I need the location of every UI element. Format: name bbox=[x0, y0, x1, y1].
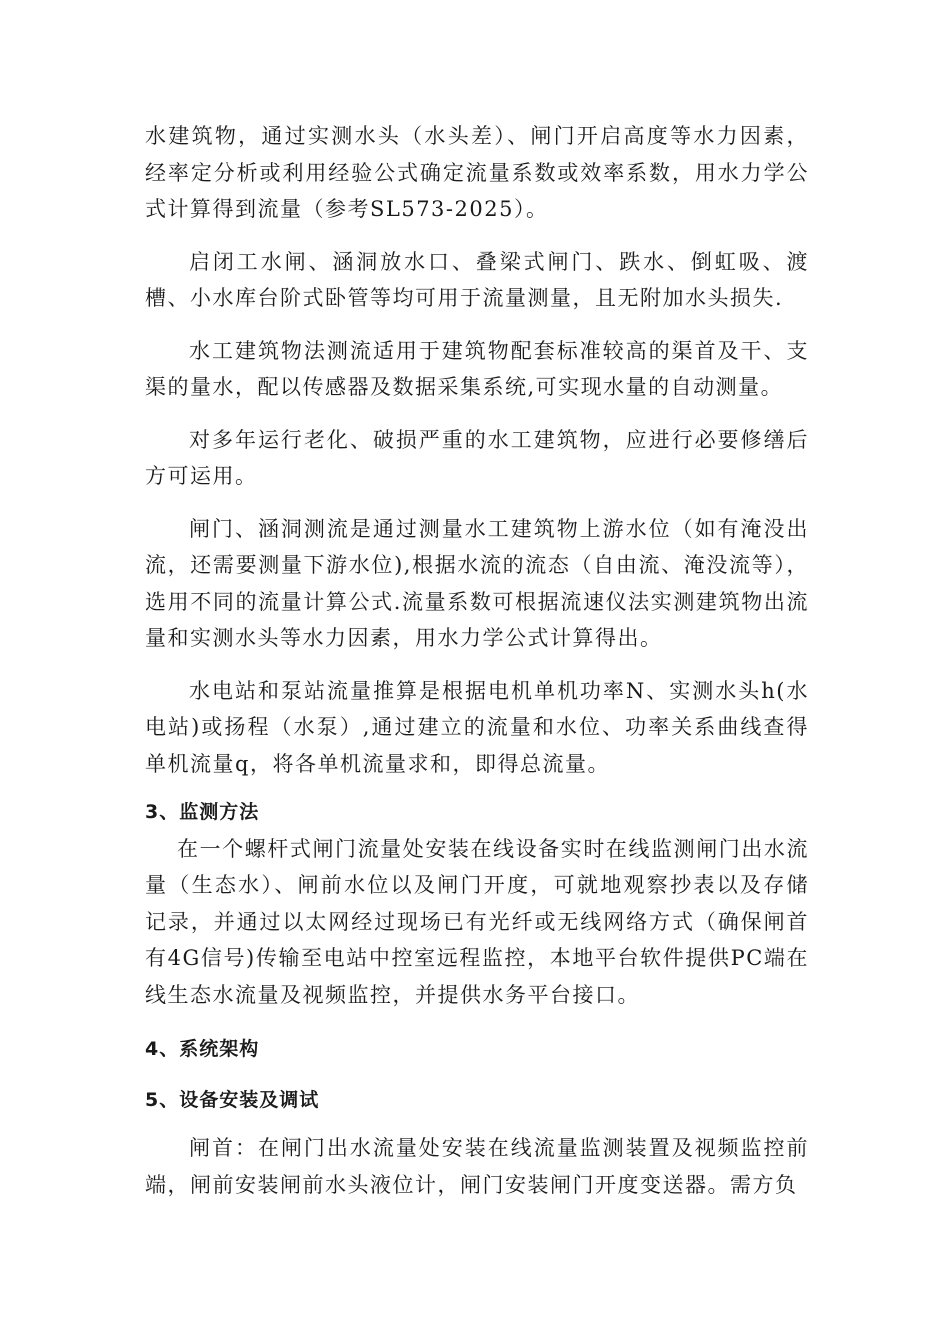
paragraph-installation: 闸首：在闸门出水流量处安装在线流量监测装置及视频监控前端，闸前安装闸前水头液位计，闸门安装闸门开度变送器。需方负 bbox=[145, 1136, 809, 1197]
section-heading-system-architecture: 4、系统架构 bbox=[145, 1038, 260, 1060]
document-page bbox=[145, 118, 809, 1203]
paragraph-gate-types: 启闭工水闸、涵洞放水口、叠梁式闸门、跌水、倒虹吸、渡槽、小水库台阶式卧管等均可用于流量测量，且无附加水头损失. bbox=[145, 249, 809, 310]
paragraph-repair-note: 对多年运行老化、破损严重的水工建筑物，应进行必要修缮后方可运用。 bbox=[145, 427, 809, 488]
paragraph-water-structure-intro: 水建筑物，通过实测水头（水头差）、闸门开启高度等水力因素，经率定分析或利用经验公式确定流量系数或效率系数，用水力学公式计算得到流量（参考SL573-2025）。 bbox=[145, 124, 809, 221]
section-heading-monitoring-method: 3、监测方法 bbox=[145, 801, 260, 823]
section-heading-installation: 5、设备安装及调试 bbox=[145, 1088, 320, 1111]
paragraph-structure-method-scope: 水工建筑物法测流适用于建筑物配套标准较高的渠首及干、支渠的量水，配以传感器及数据采集系统,可实现水量的自动测量。 bbox=[145, 338, 809, 399]
paragraph-monitoring-method: 在一个螺杆式闸门流量处安装在线设备实时在线监测闸门出水流量（生态水）、闸前水位以及闸门开度，可就地观察抄表以及存储记录，并通过以太网经过现场已有光纤或无线网络方式（确保闸首有4G信号)传输至电站中控室远程监控，本地平台软件提供PC端在线生态水流量及视频监控，并提供水务平台接口。 bbox=[145, 836, 809, 1007]
paragraph-gate-culvert-flow: 闸门、涵洞测流是通过测量水工建筑物上游水位（如有淹没出流，还需要测量下游水位),根据水流的流态（自由流、淹没流等），选用不同的流量计算公式.流量系数可根据流速仪法实测建筑物出流量和实测水头等水力因素，用水力学公式计算得出。 bbox=[145, 516, 809, 650]
paragraph-hydropower-pump: 水电站和泵站流量推算是根据电机单机功率N、实测水头h(水电站)或扬程（水泵）,通过建立的流量和水位、功率关系曲线查得单机流量q，将各单机流量求和，即得总流量。 bbox=[145, 678, 809, 776]
